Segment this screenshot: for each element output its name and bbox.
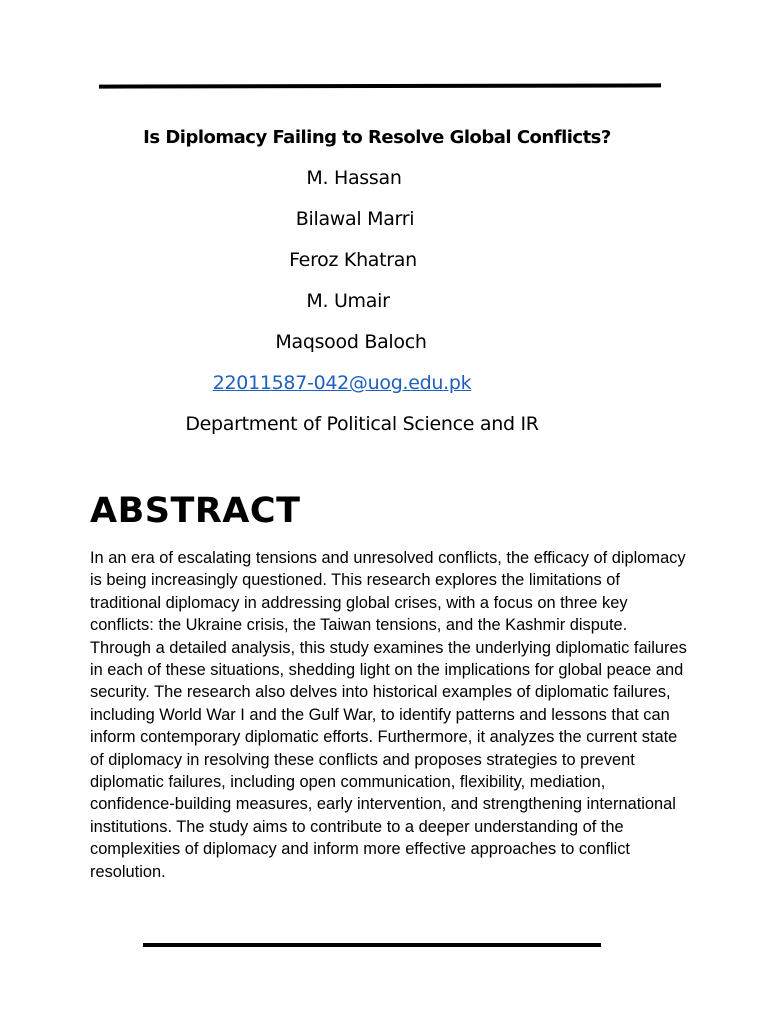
author-name: Maqsood Baloch — [275, 331, 427, 353]
abstract-heading: ABSTRACT — [90, 491, 301, 531]
department-affiliation: Department of Political Science and IR — [185, 413, 539, 435]
author-name: M. Umair — [306, 290, 390, 312]
author-name: M. Hassan — [306, 167, 402, 189]
author-name: Feroz Khatran — [289, 249, 417, 271]
top-divider — [99, 83, 661, 88]
abstract-text: In an era of escalating tensions and unresolved conflicts, the efficacy of diplomacy is being increasingly questioned. This research explores the limitations of traditional diplomacy in addressing global crises, with a focus on three key conflicts: the Ukraine crisis, the Taiwan tensions, and the Kashmir dispute. Through a detailed analysis, this study examines the underlying diplomatic failures in each of these situations, shedding light on the implications for global peace and security. The research also delves into historical examples of diplomatic failures, including World War I and the Gulf War, to identify patterns and lessons that can inform contemporary diplomatic efforts. Furthermore, it analyzes the current state of diplomacy in resolving these conflicts and proposes strategies to prevent diplomatic failures, including open communication, flexibility, mediation, confidence-building measures, early intervention, and strengthening international institutions. The study aims to contribute to a deeper understanding of the complexities of diplomacy and inform more effective approaches to conflict resolution. — [90, 549, 687, 881]
bottom-divider — [143, 943, 601, 947]
author-email-link[interactable]: 22011587-042@uog.edu.pk — [212, 372, 472, 394]
paper-title: Is Diplomacy Failing to Resolve Global Conflicts? — [143, 127, 611, 148]
author-name: Bilawal Marri — [295, 208, 415, 230]
email-row — [0, 369, 684, 397]
